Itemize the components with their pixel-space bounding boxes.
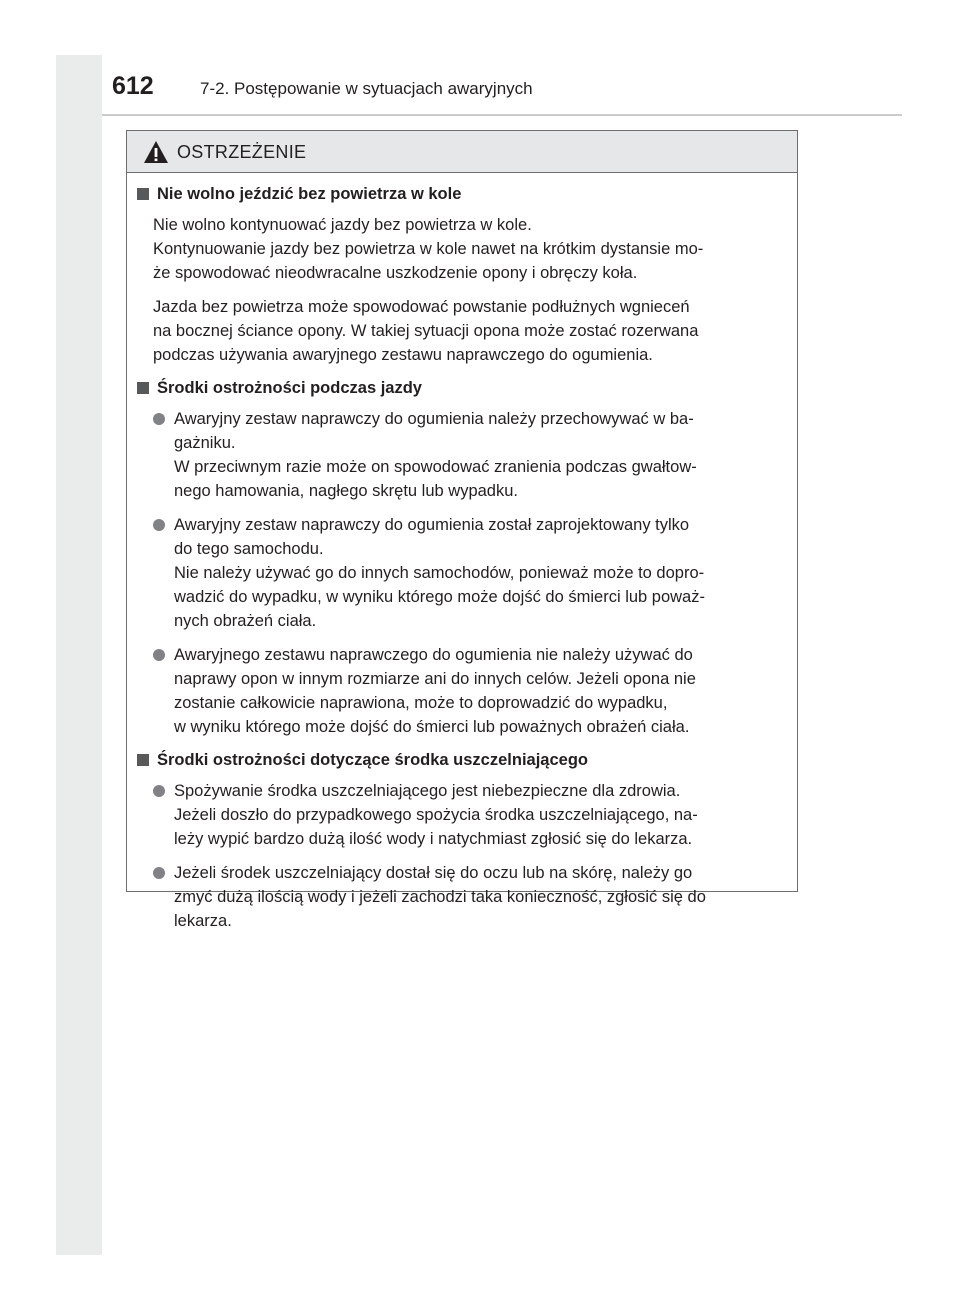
text-line: W przeciwnym razie może on spowodować zranienia podczas gwałtow- — [174, 458, 697, 476]
square-bullet-icon — [137, 382, 149, 394]
circle-bullet-icon — [153, 519, 165, 531]
text-line: że spowodować nieodwracalne uszkodzenie opony i obręczy koła. — [153, 264, 638, 282]
bullet-text — [174, 861, 781, 933]
text-line: Spożywanie środka uszczelniającego jest niebezpieczne dla zdrowia. — [174, 782, 681, 800]
text-line: nych obrażeń ciała. — [174, 612, 317, 630]
text-line: Kontynuowanie jazdy bez powietrza w kole nawet na krótkim dystansie mo- — [153, 240, 704, 258]
text-line: lekarza. — [174, 912, 232, 930]
text-line: Awaryjny zestaw naprawczy do ogumienia należy przechowywać w ba- — [174, 410, 694, 428]
bullet-text — [174, 779, 781, 851]
section-heading-text: Nie wolno jeździć bez powietrza w kole — [157, 185, 462, 203]
section-title: 7-2. Postępowanie w sytuacjach awaryjnych — [200, 79, 533, 98]
paragraph — [153, 295, 781, 367]
bullet-text — [174, 513, 781, 633]
bullet-item — [153, 861, 781, 933]
text-line: Jazda bez powietrza może spowodować powstanie podłużnych wgnieceń — [153, 298, 690, 316]
text-line: leży wypić bardzo dużą ilość wody i natychmiast zgłosić się do lekarza. — [174, 830, 693, 848]
circle-bullet-icon — [153, 785, 165, 797]
warning-body — [127, 173, 797, 933]
bullet-item — [153, 407, 781, 503]
header-divider — [102, 114, 902, 116]
text-line: podczas używania awaryjnego zestawu naprawczego do ogumienia. — [153, 346, 653, 364]
page-header — [102, 72, 902, 116]
text-line: Nie wolno kontynuować jazdy bez powietrza w kole. — [153, 216, 532, 234]
bullet-text — [174, 643, 781, 739]
text-line: nego hamowania, nagłego skrętu lub wypadku. — [174, 482, 518, 500]
side-margin-strip — [56, 55, 102, 1255]
text-line: na bocznej ściance opony. W takiej sytuacji opona może zostać rozerwana — [153, 322, 699, 340]
text-line: Awaryjny zestaw naprawczy do ogumienia został zaprojektowany tylko — [174, 516, 690, 534]
warning-triangle-icon — [143, 140, 169, 164]
bullet-item — [153, 643, 781, 739]
circle-bullet-icon — [153, 649, 165, 661]
text-line: w wyniku którego może dojść do śmierci lub poważnych obrażeń ciała. — [174, 718, 690, 736]
section-heading — [137, 183, 781, 205]
text-line: Awaryjnego zestawu naprawczego do ogumienia nie należy używać do — [174, 646, 693, 664]
section-heading-text: Środki ostrożności dotyczące środka uszczelniającego — [157, 751, 588, 769]
square-bullet-icon — [137, 188, 149, 200]
text-line: gażniku. — [174, 434, 236, 452]
text-line: Jeżeli środek uszczelniający dostał się do oczu lub na skórę, należy go — [174, 864, 693, 882]
bullet-item — [153, 779, 781, 851]
bullet-item — [153, 513, 781, 633]
warning-box — [126, 130, 798, 930]
circle-bullet-icon — [153, 867, 165, 879]
section-heading — [137, 749, 781, 771]
text-line: do tego samochodu. — [174, 540, 324, 558]
circle-bullet-icon — [153, 413, 165, 425]
text-line: zmyć dużą ilością wody i jeżeli zachodzi taka konieczność, zgłosić się do — [174, 888, 706, 906]
text-line: wadzić do wypadku, w wyniku którego może dojść do śmierci lub poważ- — [174, 588, 705, 606]
page-number: 612 — [112, 72, 154, 100]
bullet-text — [174, 407, 781, 503]
text-line: Jeżeli doszło do przypadkowego spożycia środka uszczelniającego, na- — [174, 806, 698, 824]
warning-header — [127, 131, 797, 173]
warning-title: OSTRZEŻENIE — [177, 142, 307, 162]
paragraph — [153, 213, 781, 285]
section-heading-text: Środki ostrożności podczas jazdy — [157, 379, 422, 397]
section-heading — [137, 377, 781, 399]
text-line: zostanie całkowicie naprawiona, może to doprowadzić do wypadku, — [174, 694, 668, 712]
square-bullet-icon — [137, 754, 149, 766]
text-line: Nie należy używać go do innych samochodów, ponieważ może to dopro- — [174, 564, 705, 582]
text-line: naprawy opon w innym rozmiarze ani do innych celów. Jeżeli opona nie — [174, 670, 696, 688]
